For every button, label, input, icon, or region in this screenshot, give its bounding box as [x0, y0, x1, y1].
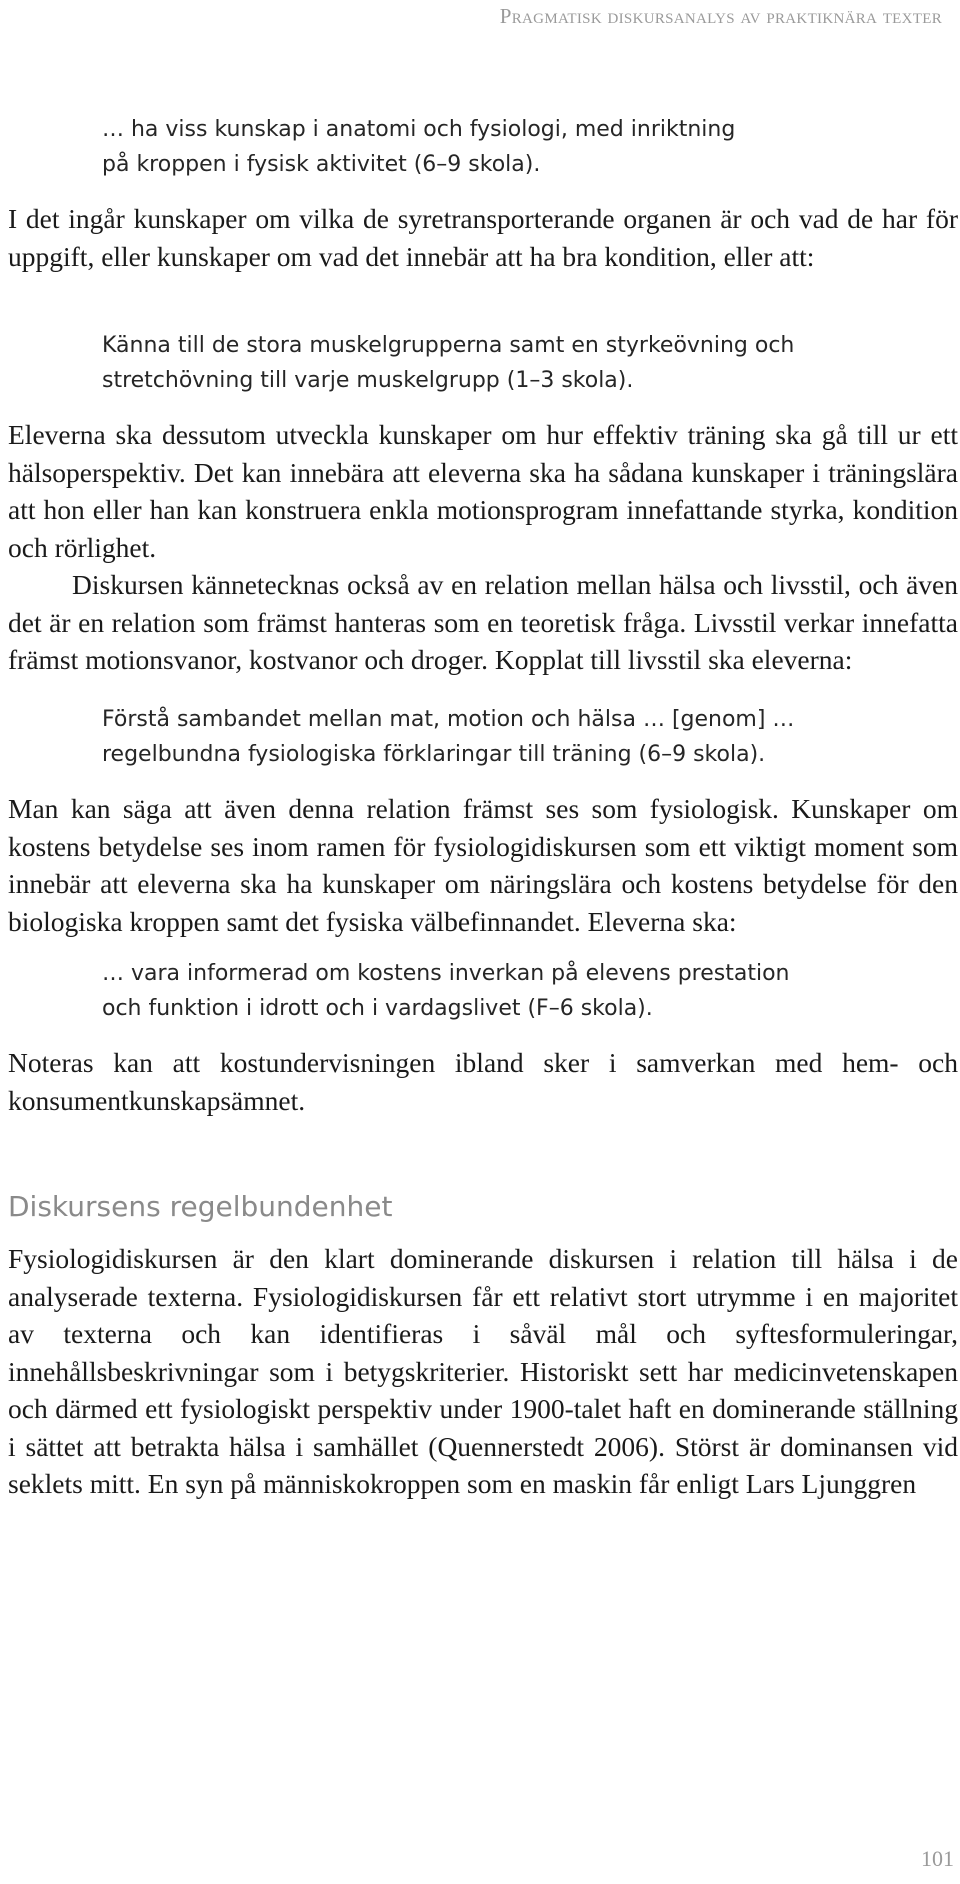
- page-number: 101: [921, 1846, 954, 1871]
- paragraph-2: [8, 416, 958, 679]
- quote-line: stretchövning till varje muskelgrupp (1–3 skola).: [102, 368, 634, 393]
- block-quote-3: [102, 702, 794, 772]
- quote-line: Känna till de stora muskelgrupperna samt en styrkeövning och: [102, 333, 795, 358]
- running-head: Pragmatisk diskursanalys av praktiknära texter: [499, 4, 942, 28]
- quote-line: regelbundna fysiologiska förklaringar till träning (6–9 skola).: [102, 742, 766, 767]
- quote-line: Förstå sambandet mellan mat, motion och hälsa … [genom] …: [102, 707, 795, 732]
- paragraph-text: I det ingår kunskaper om vilka de syretransporterande organen är och vad de har för uppgift, eller kunskaper om vad det innebär att ha bra kondition, eller att:: [8, 203, 958, 272]
- block-quote-2: [102, 328, 794, 398]
- section-heading: Diskursens regelbundenhet: [8, 1190, 393, 1223]
- paragraph-4: [8, 1044, 958, 1119]
- paragraph-text: Noteras kan att kostundervisningen ibland sker i samverkan med hem- och konsumentkunskapsämnet.: [8, 1047, 958, 1116]
- block-quote-1: [102, 112, 735, 182]
- paragraph-text: Diskursen kännetecknas också av en relation mellan hälsa och livsstil, och även det är en relation som främst hanteras som en teoretisk fråga. Livsstil verkar innefatta främst motionsvanor, kostvanor och droger. Kopplat till livsstil ska eleverna:: [8, 569, 958, 675]
- quote-line: … vara informerad om kostens inverkan på elevens prestation: [102, 961, 790, 986]
- paragraph-text: Man kan säga att även denna relation främst ses som fysiologisk. Kunskaper om kostens betydelse ses inom ramen för fysiologidiskursen som ett viktigt moment som innebär att eleverna ska ha kunskaper om näringslära och kostens betydelse för den biologiska kroppen samt det fysiska välbefinnandet. Eleverna ska:: [8, 793, 958, 937]
- quote-line: på kroppen i fysisk aktivitet (6–9 skola).: [102, 152, 541, 177]
- paragraph-5: [8, 1240, 958, 1503]
- quote-line: … ha viss kunskap i anatomi och fysiologi, med inriktning: [102, 117, 736, 142]
- paragraph-text: Fysiologidiskursen är den klart dominerande diskursen i relation till hälsa i de analyserade texterna. Fysiologidiskursen får ett relativt stort utrymme i en majoritet av texterna och kan identifieras i såväl mål och syftesformuleringar, innehållsbeskrivningar som i betygskriterier. Historiskt sett har medicinvetenskapen och därmed ett fysiologiskt perspektiv under 1900-talet haft en dominerande ställning i sättet att betrakta hälsa i samhället (Quennerstedt 2006). Störst är dominansen vid seklets mitt. En syn på människokroppen som en maskin får enligt Lars Ljunggren: [8, 1243, 958, 1499]
- paragraph-text: Eleverna ska dessutom utveckla kunskaper om hur effektiv träning ska gå till ur ett hälsoperspektiv. Det kan innebära att eleverna ska ha sådana kunskaper i träningslära att hon eller han kan konstruera enkla motionsprogram innefattande styrka, kondition och rörlighet.: [8, 419, 958, 563]
- quote-line: och funktion i idrott och i vardagslivet (F–6 skola).: [102, 996, 653, 1021]
- block-quote-4: [102, 956, 789, 1026]
- paragraph-1: [8, 200, 958, 275]
- paragraph-3: [8, 790, 958, 940]
